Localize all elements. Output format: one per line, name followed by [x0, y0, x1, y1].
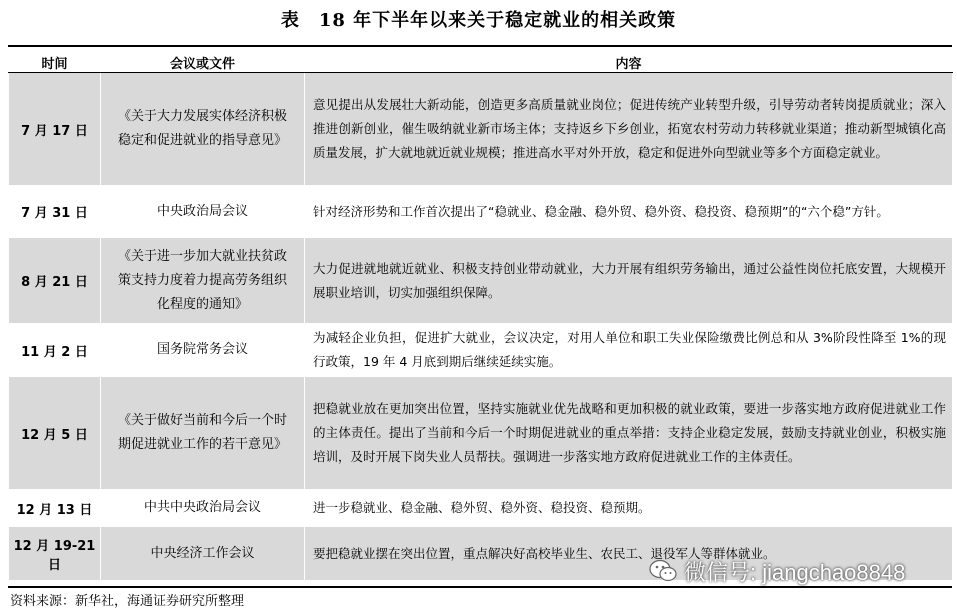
header-doc: 会议或文件	[101, 52, 305, 73]
row-time: 12 月 19-21 日	[9, 527, 101, 581]
row-doc: 《关于进一步加大就业扶贫政策支持力度着力提高劳务组织化程度的通知》	[101, 238, 305, 324]
table-row	[9, 377, 953, 490]
row-doc: 《关于做好当前和今后一个时期促进就业工作的若干意见》	[101, 377, 305, 490]
watermark	[648, 556, 948, 586]
row-time: 12 月 13 日	[9, 490, 101, 527]
row-doc: 中共中央政治局会议	[101, 490, 305, 527]
row-time: 8 月 21 日	[9, 238, 101, 324]
watermark-text: 微信号: jiangchao8848	[684, 559, 906, 585]
row-content: 进一步稳就业、稳金融、稳外贸、稳外资、稳投资、稳预期。	[305, 490, 953, 527]
row-doc: 中央经济工作会议	[101, 527, 305, 581]
policy-table	[8, 51, 953, 581]
row-time: 12 月 5 日	[9, 377, 101, 490]
row-time: 7 月 17 日	[9, 73, 101, 186]
row-content: 意见提出从发展壮大新动能，创造更多高质量就业岗位；促进传统产业转型升级，引导劳动者转岗提质就业；深入推进创新创业，催生吸纳就业新市场主体；支持返乡下乡创业，拓宽农村劳动力转移就业渠道；推动新型城镇化高质量发展，扩大就地就近就业规模；推进高水平对外开放，稳定和促进外向型就业等多个方面稳定就业。	[305, 73, 953, 186]
row-time: 11 月 2 日	[9, 324, 101, 377]
row-content: 大力促进就地就近就业、积极支持创业带动就业，大力开展有组织劳务输出，通过公益性岗位托底安置，大规模开展职业培训，切实加强组织保障。	[305, 238, 953, 324]
source-note: 资料来源：新华社，海通证券研究所整理	[10, 594, 245, 609]
top-rule	[8, 45, 952, 47]
row-doc: 《关于大力发展实体经济积极稳定和促进就业的指导意见》	[101, 73, 305, 186]
header-time: 时间	[9, 52, 101, 73]
table-row	[9, 186, 953, 238]
header-content: 内容	[305, 52, 953, 73]
table-header-row	[9, 52, 953, 73]
row-doc: 国务院常务会议	[101, 324, 305, 377]
row-content: 要把稳就业摆在突出位置，重点解决好高校毕业生、农民工、退役军人等群体就业。	[305, 527, 953, 581]
table-row	[9, 324, 953, 377]
row-content: 为减轻企业负担，促进扩大就业，会议决定，对用人单位和职工失业保险缴费比例总和从 3%阶段性降至 1%的现行政策，19 年 4 月底到期后继续延续实施。	[305, 324, 953, 377]
wechat-icon	[648, 558, 678, 584]
table-title: 表 18 年下半年以来关于稳定就业的相关政策	[280, 10, 677, 31]
table-row	[9, 238, 953, 324]
row-time: 7 月 31 日	[9, 186, 101, 238]
row-content: 针对经济形势和工作首次提出了“稳就业、稳金融、稳外贸、稳外资、稳投资、稳预期”的“六个稳”方针。	[305, 186, 953, 238]
table-row	[9, 490, 953, 527]
row-doc: 中央政治局会议	[101, 186, 305, 238]
row-content: 把稳就业放在更加突出位置，坚持实施就业优先战略和更加积极的就业政策，要进一步落实地方政府促进就业工作的主体责任。提出了当前和今后一个时期促进就业的重点举措：支持企业稳定发展，鼓励支持就业创业，积极实施培训，及时开展下岗失业人员帮扶。强调进一步落实地方政府促进就业工作的主体责任。	[305, 377, 953, 490]
table-row	[9, 73, 953, 186]
